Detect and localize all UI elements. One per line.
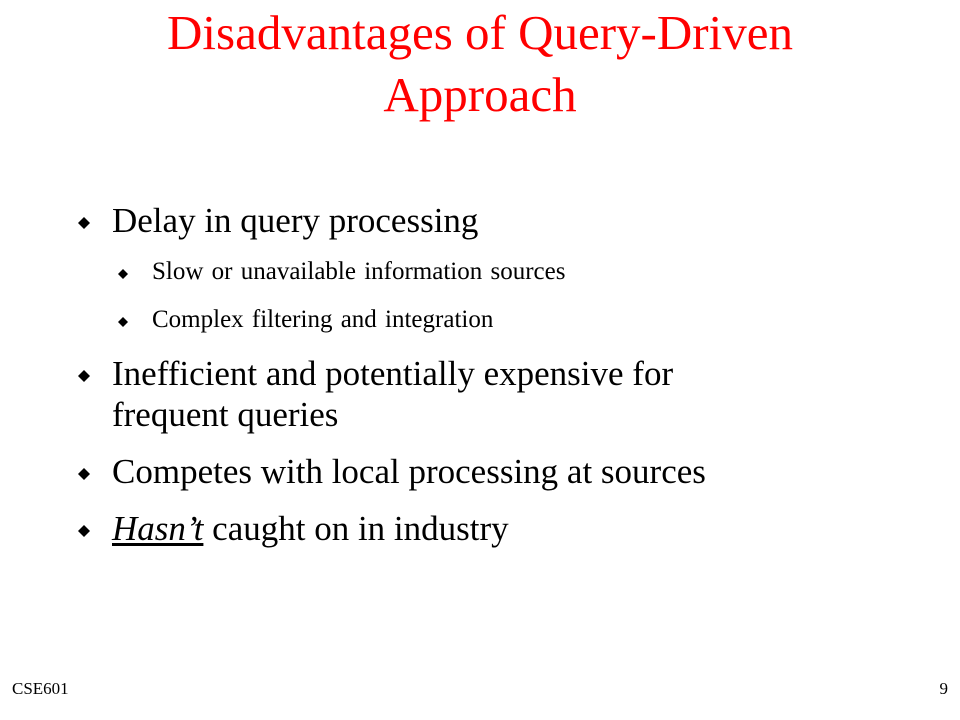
bullet-text-line-1: Inefficient and potentially expensive for [112,354,674,393]
sub-bullet-text: Complex filtering and integration [152,306,494,333]
diamond-bullet-icon [78,468,90,480]
bullet-item-competes [78,451,918,492]
bullet-item-inefficient [78,353,918,435]
footer-course: CSE601 [12,679,69,698]
bullet-text: Delay in query processing [112,201,479,240]
emphasized-word: Hasn’t [112,509,204,548]
sub-bullet-item-filtering [118,305,918,335]
bullet-item-industry [78,508,918,549]
bullet-item-delay [78,200,918,241]
sub-bullet-item-sources [118,257,918,287]
diamond-bullet-icon [118,269,128,279]
title-line-1: Disadvantages of Query-Driven [167,5,793,60]
slide-title [60,2,900,126]
bullet-text-line-2: frequent queries [112,395,339,434]
bullet-text-rest: caught on in industry [203,509,509,548]
title-line-2: Approach [383,67,577,122]
bullet-text: Competes with local processing at sources [112,452,706,491]
bullet-list [78,200,918,565]
diamond-bullet-icon [78,217,90,229]
diamond-bullet-icon [118,317,128,327]
diamond-bullet-icon [78,370,90,382]
footer-page-number: 9 [939,679,948,698]
diamond-bullet-icon [78,525,90,537]
sub-bullet-text: Slow or unavailable information sources [152,258,566,285]
